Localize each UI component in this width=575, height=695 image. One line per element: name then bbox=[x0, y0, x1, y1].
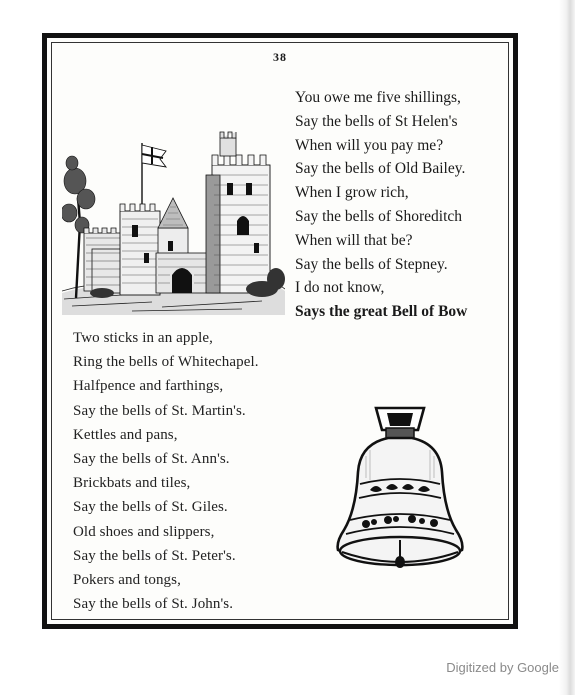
verse-line: Say the bells of St Helen's bbox=[295, 112, 458, 130]
verse-line: Say the bells of St. John's. bbox=[73, 596, 234, 613]
book-spine-shadow bbox=[559, 0, 575, 695]
verse-line: Two sticks in an apple, bbox=[73, 330, 213, 346]
verse-line: Old shoes and slippers, bbox=[73, 523, 215, 540]
verse-line: Say the bells of Shoreditch bbox=[295, 207, 463, 225]
verse-line: Say the bells of St. Peter's. bbox=[73, 547, 236, 564]
verse-line: Say the bells of St. Giles. bbox=[73, 499, 228, 516]
verse-line: Brickbats and tiles, bbox=[73, 475, 191, 492]
verse-right bbox=[295, 86, 467, 324]
verse-line: I do not know, bbox=[295, 279, 385, 297]
castle-illustration bbox=[62, 103, 285, 315]
verse-line: Pokers and tongs, bbox=[73, 572, 181, 589]
verse-line: Halfpence and farthings, bbox=[73, 378, 224, 395]
digitized-by-footer: Digitized by Google bbox=[446, 660, 559, 675]
page-frame bbox=[42, 33, 518, 629]
verse-line: When I grow rich, bbox=[295, 184, 409, 202]
verse-line: Say the bells of Old Bailey. bbox=[295, 160, 466, 178]
verse-left bbox=[73, 326, 259, 616]
verse-line: When will you pay me? bbox=[295, 136, 444, 154]
verse-line: You owe me five shillings, bbox=[295, 89, 461, 106]
verse-line: Say the bells of St. Ann's. bbox=[73, 451, 230, 468]
verse-line: Say the bells of Stepney. bbox=[295, 255, 448, 273]
verse-line: Say the bells of St. Martin's. bbox=[73, 402, 246, 419]
verse-line: Kettles and pans, bbox=[73, 426, 178, 443]
verse-line: Says the great Bell of Bow bbox=[295, 303, 468, 321]
bell-illustration bbox=[330, 400, 470, 585]
verse-line: When will that be? bbox=[295, 231, 413, 249]
verse-line: Ring the bells of Whitechapel. bbox=[73, 354, 259, 371]
page-number: 38 bbox=[273, 50, 287, 64]
